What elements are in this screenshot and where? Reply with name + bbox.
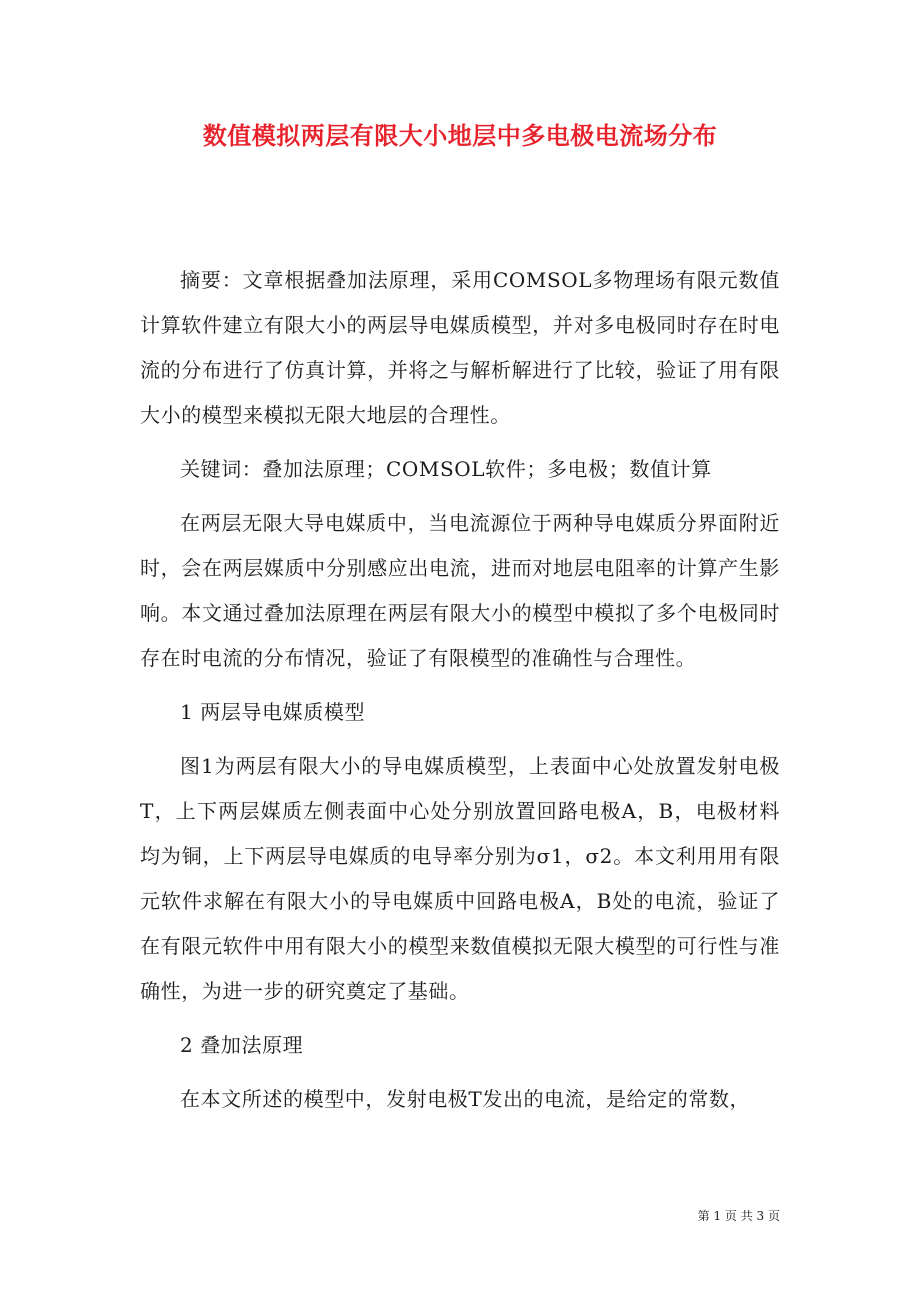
keywords-paragraph: 关键词：叠加法原理；COMSOL软件；多电极；数值计算 (180, 457, 712, 481)
section-heading-2: 2 叠加法原理 (180, 1033, 304, 1057)
intro-paragraph: 在两层无限大导电媒质中，当电流源位于两种导电媒质分界面附近时，会在两层媒质中分别感应出电流，进而对地层电阻率的计算产生影响。本文通过叠加法原理在两层有限大小的模型中模拟了多个电极同时存在时电流的分布情况，验证了有限模型的准确性与合理性。 (140, 511, 780, 670)
abstract-paragraph: 摘要：文章根据叠加法原理，采用COMSOL多物理场有限元数值计算软件建立有限大小的两层导电媒质模型，并对多电极同时存在时电流的分布进行了仿真计算，并将之与解析解进行了比较，验证了用有限大小的模型来模拟无限大地层的合理性。 (140, 268, 780, 427)
page-number: 第 1 页 共 3 页 (697, 1209, 780, 1223)
section-heading-1: 1 两层导电媒质模型 (180, 700, 366, 724)
model-paragraph: 图1为两层有限大小的导电媒质模型，上表面中心处放置发射电极T，上下两层媒质左侧表面中心处分别放置回路电极A，B，电极材料均为铜，上下两层导电媒质的电导率分别为σ1，σ2。本文利用用有限元软件求解在有限大小的导电媒质中回路电极A，B处的电流，验证了在有限元软件中用有限大小的模型来数值模拟无限大模型的可行性与准确性，为进一步的研究奠定了基础。 (140, 754, 780, 1003)
document-title: 数值模拟两层有限大小地层中多电极电流场分布 (202, 121, 718, 150)
superposition-paragraph: 在本文所述的模型中，发射电极T发出的电流，是给定的常数， (180, 1087, 751, 1111)
document-body (140, 258, 780, 1131)
